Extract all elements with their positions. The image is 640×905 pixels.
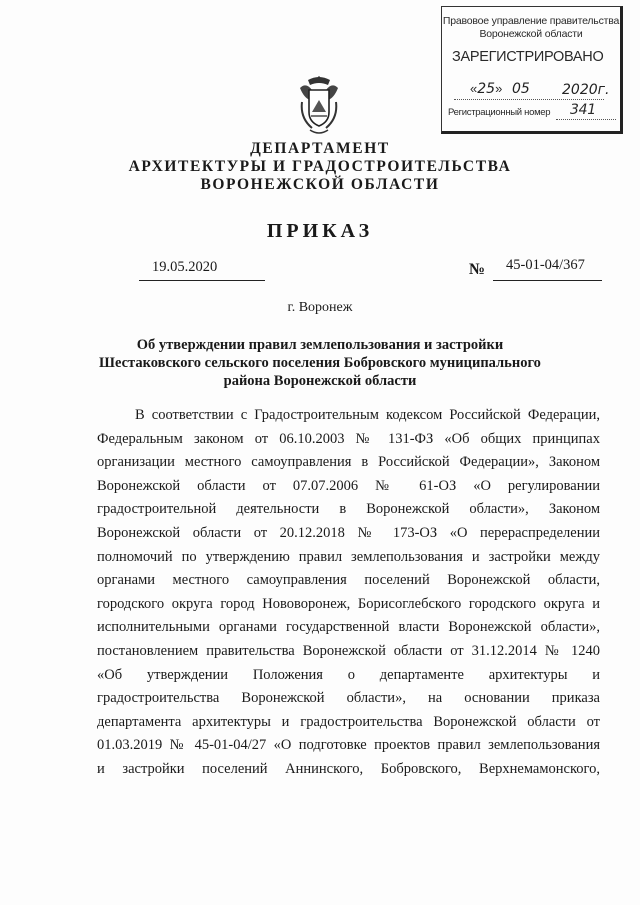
stamp-date: «25» 05 2020г. xyxy=(454,81,604,100)
body-line: органами местного самоуправления поселений Воронежской области, xyxy=(97,572,600,589)
order-number: 45-01-04/367 xyxy=(506,257,585,273)
number-sign: № xyxy=(469,261,486,278)
body-line: Федеральным законом от 06.10.2003 № 131-ФЗ «Об общих принципах xyxy=(97,430,600,447)
order-title xyxy=(60,336,580,390)
body-line: полномочий по утверждению правил землепользования и застройки между xyxy=(97,548,600,565)
body-line: городского округа город Нововоронеж, Борисоглебского городского округа и xyxy=(97,595,600,612)
city-line: г. Воронеж xyxy=(287,300,353,315)
body-line: В соответствии с Градостроительным кодексом Российской Федерации, xyxy=(135,407,600,423)
department-title-line1: ДЕПАРТАМЕНТ xyxy=(250,140,390,157)
department-title-line3: ВОРОНЕЖСКОЙ ОБЛАСТИ xyxy=(200,176,440,193)
order-date: 19.05.2020 xyxy=(152,259,218,275)
body-line: «Об утверждении Положения о департаменте архитектуры и xyxy=(97,666,600,683)
department-title-line2: АРХИТЕКТУРЫ И ГРАДОСТРОИТЕЛЬСТВА xyxy=(128,158,512,175)
number-underline xyxy=(493,280,602,281)
stamp-reg-number-label: Регистрационный номер xyxy=(448,107,551,118)
document-type-heading: ПРИКАЗ xyxy=(266,220,374,242)
coat-of-arms-icon xyxy=(296,72,342,138)
stamp-region-line: Воронежской области xyxy=(479,28,583,40)
stamp-month: 05 xyxy=(512,81,530,97)
order-title-line: Шестаковского сельского поселения Бобровского муниципального xyxy=(99,355,541,371)
body-line: Воронежской области от 07.07.2006 № 61-ОЗ «О регулировании xyxy=(97,477,600,494)
body-line: постановлением правительства Воронежской области от 31.12.2014 № 1240 xyxy=(97,642,600,659)
stamp-reg-number: 341 xyxy=(570,102,596,118)
body-line: и застройки поселений Аннинского, Бобровского, Верхнемамонского, xyxy=(97,760,600,777)
order-title-line: района Воронежской области xyxy=(223,373,417,389)
stamp-reg-number-row xyxy=(448,102,616,118)
order-title-line: Об утверждении правил землепользования и застройки xyxy=(136,337,504,353)
body-line: департамента архитектуры и градостроительства Воронежской области от xyxy=(97,713,600,730)
stamp-registered-label: ЗАРЕГИСТРИРОВАНО xyxy=(452,49,604,65)
body-line: 01.03.2019 № 45-01-04/27 «О подготовке проектов правил землепользования xyxy=(97,737,600,754)
registration-stamp xyxy=(441,6,623,134)
date-underline xyxy=(139,280,265,281)
stamp-year: 2020г. xyxy=(562,82,610,98)
body-line: градостроительной деятельности в Воронежской области», Законом xyxy=(97,501,600,518)
body-line: Воронежской области от 20.12.2018 № 173-ОЗ «О перераспределении xyxy=(97,524,600,541)
body-line: исполнительными органами государственной власти Воронежской области», xyxy=(97,619,600,636)
body-line: градостроительства Воронежской области», на основании приказа xyxy=(97,690,600,707)
body-line: организации местного самоуправления в Российской Федерации», Законом xyxy=(97,454,600,471)
order-body-text xyxy=(97,404,600,782)
stamp-department-line: Правовое управление правительства xyxy=(442,15,620,27)
stamp-day: 25 xyxy=(477,81,496,97)
